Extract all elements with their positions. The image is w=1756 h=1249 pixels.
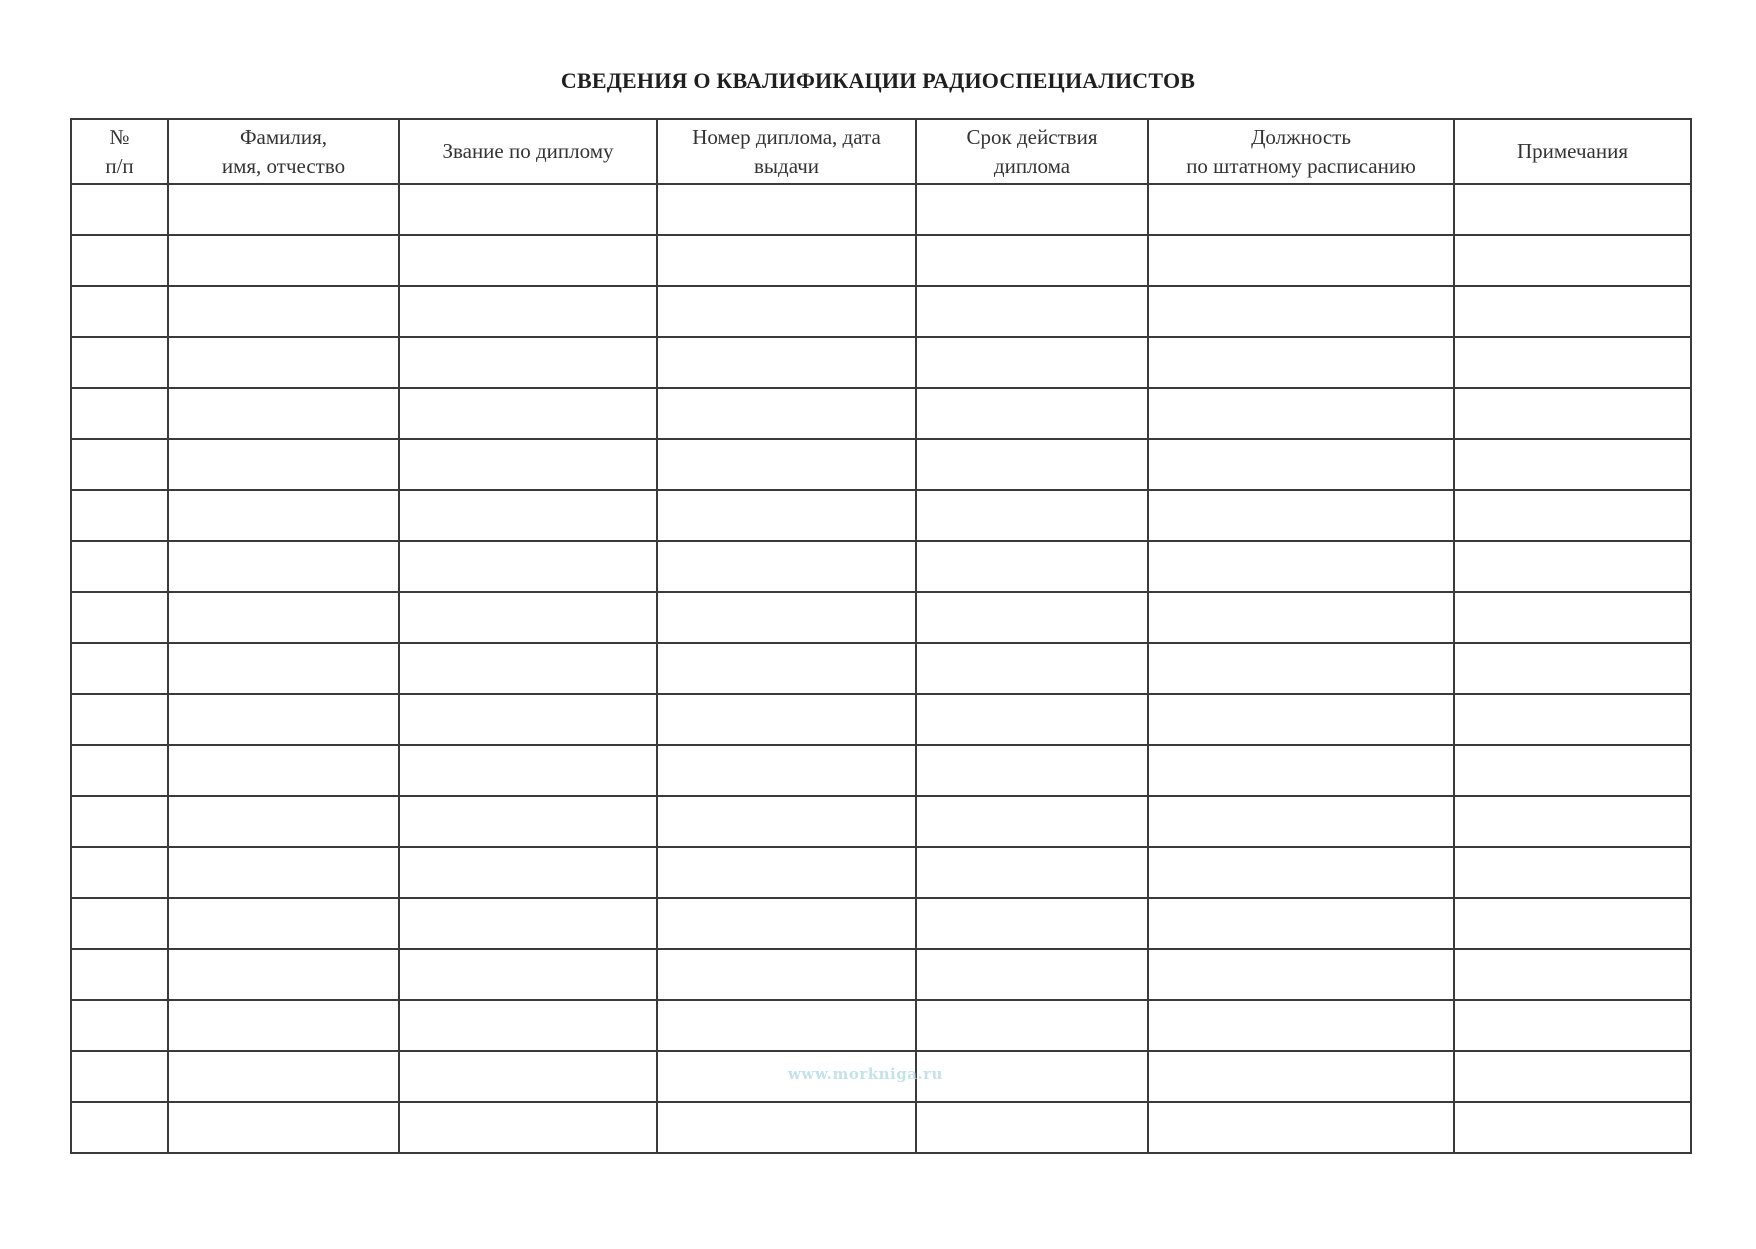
table-cell[interactable]: [399, 592, 657, 643]
table-cell[interactable]: [399, 643, 657, 694]
table-cell[interactable]: [1148, 490, 1454, 541]
table-cell[interactable]: [916, 286, 1148, 337]
header-line: Звание по диплому: [442, 139, 614, 163]
table-cell[interactable]: [168, 184, 399, 235]
table-cell[interactable]: [71, 235, 168, 286]
table-cell[interactable]: [71, 643, 168, 694]
table-cell[interactable]: [71, 796, 168, 847]
table-cell[interactable]: [1454, 439, 1691, 490]
table-cell[interactable]: [657, 745, 916, 796]
table-cell[interactable]: [657, 439, 916, 490]
table-row: [71, 439, 1691, 490]
table-cell[interactable]: [168, 1000, 399, 1051]
table-cell[interactable]: [1454, 796, 1691, 847]
table-cell[interactable]: [916, 1102, 1148, 1153]
table-row: [71, 847, 1691, 898]
table-cell[interactable]: [1454, 235, 1691, 286]
qualification-table: [70, 118, 1692, 1154]
table-cell[interactable]: [1454, 1000, 1691, 1051]
table-cell[interactable]: [1148, 541, 1454, 592]
column-header-diploma-title: [399, 119, 657, 184]
table-cell[interactable]: [71, 1000, 168, 1051]
table-cell[interactable]: [399, 898, 657, 949]
table-cell[interactable]: [1148, 796, 1454, 847]
table-cell[interactable]: [71, 439, 168, 490]
table-cell[interactable]: [1454, 949, 1691, 1000]
header-line: выдачи: [754, 153, 819, 178]
table-cell[interactable]: [916, 745, 1148, 796]
table-cell[interactable]: [399, 745, 657, 796]
table-row: [71, 1102, 1691, 1153]
table-cell[interactable]: [916, 1051, 1148, 1102]
table-cell[interactable]: [168, 1102, 399, 1153]
table-cell[interactable]: [71, 847, 168, 898]
table-cell[interactable]: [399, 1000, 657, 1051]
column-header-number: [71, 119, 168, 184]
table-cell[interactable]: [916, 898, 1148, 949]
table-cell[interactable]: [916, 592, 1148, 643]
table-row: [71, 235, 1691, 286]
table-cell[interactable]: [71, 898, 168, 949]
table-cell[interactable]: [1454, 1102, 1691, 1153]
table-cell[interactable]: [399, 439, 657, 490]
table-cell[interactable]: [1454, 541, 1691, 592]
table-cell[interactable]: [399, 949, 657, 1000]
table-cell[interactable]: [399, 235, 657, 286]
header-line: Фамилия,: [239, 124, 328, 149]
table-cell[interactable]: [168, 796, 399, 847]
table-cell[interactable]: [916, 796, 1148, 847]
table-cell[interactable]: [1148, 1051, 1454, 1102]
table-cell[interactable]: [916, 847, 1148, 898]
header-line: Примечания: [1516, 139, 1628, 163]
table-cell[interactable]: [1454, 898, 1691, 949]
header-line: №: [109, 124, 130, 149]
table-cell[interactable]: [1454, 490, 1691, 541]
table-cell[interactable]: [71, 184, 168, 235]
table-cell[interactable]: [657, 388, 916, 439]
table-cell[interactable]: [168, 898, 399, 949]
table-cell[interactable]: [657, 796, 916, 847]
table-cell[interactable]: [1454, 388, 1691, 439]
column-header-diploma-number-date: [657, 119, 916, 184]
table-cell[interactable]: [657, 337, 916, 388]
table-cell[interactable]: [916, 643, 1148, 694]
table-cell[interactable]: [1148, 847, 1454, 898]
table-cell[interactable]: [71, 949, 168, 1000]
table-cell[interactable]: [71, 694, 168, 745]
table-cell[interactable]: [71, 1051, 168, 1102]
table-cell[interactable]: [1148, 1102, 1454, 1153]
table-cell[interactable]: [1454, 643, 1691, 694]
table-cell[interactable]: [168, 949, 399, 1000]
table-cell[interactable]: [71, 592, 168, 643]
table-cell[interactable]: [657, 898, 916, 949]
table-row: [71, 745, 1691, 796]
table-cell[interactable]: [916, 337, 1148, 388]
table-header-row: [71, 119, 1691, 184]
column-header-full-name: [168, 119, 399, 184]
table-cell[interactable]: [168, 337, 399, 388]
table-row: [71, 949, 1691, 1000]
table-cell[interactable]: [399, 337, 657, 388]
table-cell[interactable]: [71, 745, 168, 796]
table-cell[interactable]: [399, 796, 657, 847]
table-row: [71, 694, 1691, 745]
table-cell[interactable]: [168, 694, 399, 745]
table-cell[interactable]: [168, 847, 399, 898]
table-cell[interactable]: [1454, 337, 1691, 388]
table-cell[interactable]: [399, 541, 657, 592]
table-cell[interactable]: [916, 184, 1148, 235]
table-cell[interactable]: [168, 592, 399, 643]
table-cell[interactable]: [71, 1102, 168, 1153]
table-row: [71, 898, 1691, 949]
table-cell[interactable]: [168, 439, 399, 490]
table-cell[interactable]: [916, 1000, 1148, 1051]
table-cell[interactable]: [71, 388, 168, 439]
table-cell[interactable]: [657, 847, 916, 898]
header-line: имя, отчество: [221, 153, 346, 178]
table-cell[interactable]: [916, 490, 1148, 541]
table-cell[interactable]: [657, 184, 916, 235]
table-row: [71, 541, 1691, 592]
column-header-notes: [1454, 119, 1691, 184]
table-cell[interactable]: [916, 949, 1148, 1000]
table-cell[interactable]: [1148, 388, 1454, 439]
table-cell[interactable]: [399, 286, 657, 337]
table-cell[interactable]: [168, 1051, 399, 1102]
table-body: [71, 184, 1691, 1153]
table-cell[interactable]: [168, 745, 399, 796]
table-cell[interactable]: [1148, 694, 1454, 745]
table-cell[interactable]: [399, 1102, 657, 1153]
table-cell[interactable]: [1148, 184, 1454, 235]
table-cell[interactable]: [1454, 184, 1691, 235]
header-line: п/п: [105, 153, 134, 178]
table-cell[interactable]: [168, 541, 399, 592]
table-row: [71, 184, 1691, 235]
page-title: СВЕДЕНИЯ О КВАЛИФИКАЦИИ РАДИОСПЕЦИАЛИСТОВ: [560, 68, 1196, 93]
table-cell[interactable]: [1148, 643, 1454, 694]
table-cell[interactable]: [168, 286, 399, 337]
table-row: [71, 643, 1691, 694]
table-row: [71, 337, 1691, 388]
table-cell[interactable]: [1454, 847, 1691, 898]
table-cell[interactable]: [1454, 592, 1691, 643]
table-row: [71, 286, 1691, 337]
table-cell[interactable]: [657, 592, 916, 643]
table-cell[interactable]: [1148, 898, 1454, 949]
table-cell[interactable]: [657, 235, 916, 286]
table-cell[interactable]: [916, 541, 1148, 592]
table-row: [71, 796, 1691, 847]
table-cell[interactable]: [168, 235, 399, 286]
table-cell[interactable]: [168, 490, 399, 541]
table-cell[interactable]: [657, 1000, 916, 1051]
table-cell[interactable]: [916, 235, 1148, 286]
header-line: Срок действия: [966, 124, 1098, 149]
header-line: Номер диплома, дата: [692, 124, 881, 149]
table-cell[interactable]: [399, 847, 657, 898]
table-cell[interactable]: [1148, 592, 1454, 643]
table-cell[interactable]: [1454, 694, 1691, 745]
table-cell[interactable]: [1148, 286, 1454, 337]
table-cell[interactable]: [657, 541, 916, 592]
table-cell[interactable]: [1148, 1000, 1454, 1051]
table-cell[interactable]: [657, 1102, 916, 1153]
column-header-validity-period: [916, 119, 1148, 184]
table-cell[interactable]: [1148, 439, 1454, 490]
table-cell[interactable]: [399, 694, 657, 745]
table-cell[interactable]: [1148, 337, 1454, 388]
table-cell[interactable]: [71, 337, 168, 388]
table-row: [71, 1000, 1691, 1051]
header-line: по штатному расписанию: [1186, 153, 1416, 178]
table-cell[interactable]: [1148, 949, 1454, 1000]
table-row: [71, 592, 1691, 643]
header-line: диплома: [993, 153, 1071, 178]
watermark-text: www.morkniga.ru: [788, 1065, 943, 1083]
header-line: Должность: [1251, 124, 1351, 149]
table-cell[interactable]: [657, 694, 916, 745]
table-cell[interactable]: [71, 286, 168, 337]
table-cell[interactable]: [71, 490, 168, 541]
table-cell[interactable]: [1148, 745, 1454, 796]
table-cell[interactable]: [399, 388, 657, 439]
table-cell[interactable]: [657, 490, 916, 541]
table-cell[interactable]: [168, 388, 399, 439]
table-cell[interactable]: [168, 643, 399, 694]
table-cell[interactable]: [1454, 286, 1691, 337]
column-header-position: [1148, 119, 1454, 184]
table-cell[interactable]: [1454, 1051, 1691, 1102]
table-cell[interactable]: [657, 643, 916, 694]
table-cell[interactable]: [657, 286, 916, 337]
table-cell[interactable]: [399, 1051, 657, 1102]
table-row: [71, 388, 1691, 439]
table-cell[interactable]: [71, 541, 168, 592]
table-row: [71, 490, 1691, 541]
table-cell[interactable]: [1454, 745, 1691, 796]
table-cell[interactable]: [1148, 235, 1454, 286]
table-cell[interactable]: [916, 388, 1148, 439]
table-cell[interactable]: [399, 184, 657, 235]
table-cell[interactable]: [916, 439, 1148, 490]
table-cell[interactable]: [916, 694, 1148, 745]
table-cell[interactable]: [657, 949, 916, 1000]
table-cell[interactable]: [399, 490, 657, 541]
